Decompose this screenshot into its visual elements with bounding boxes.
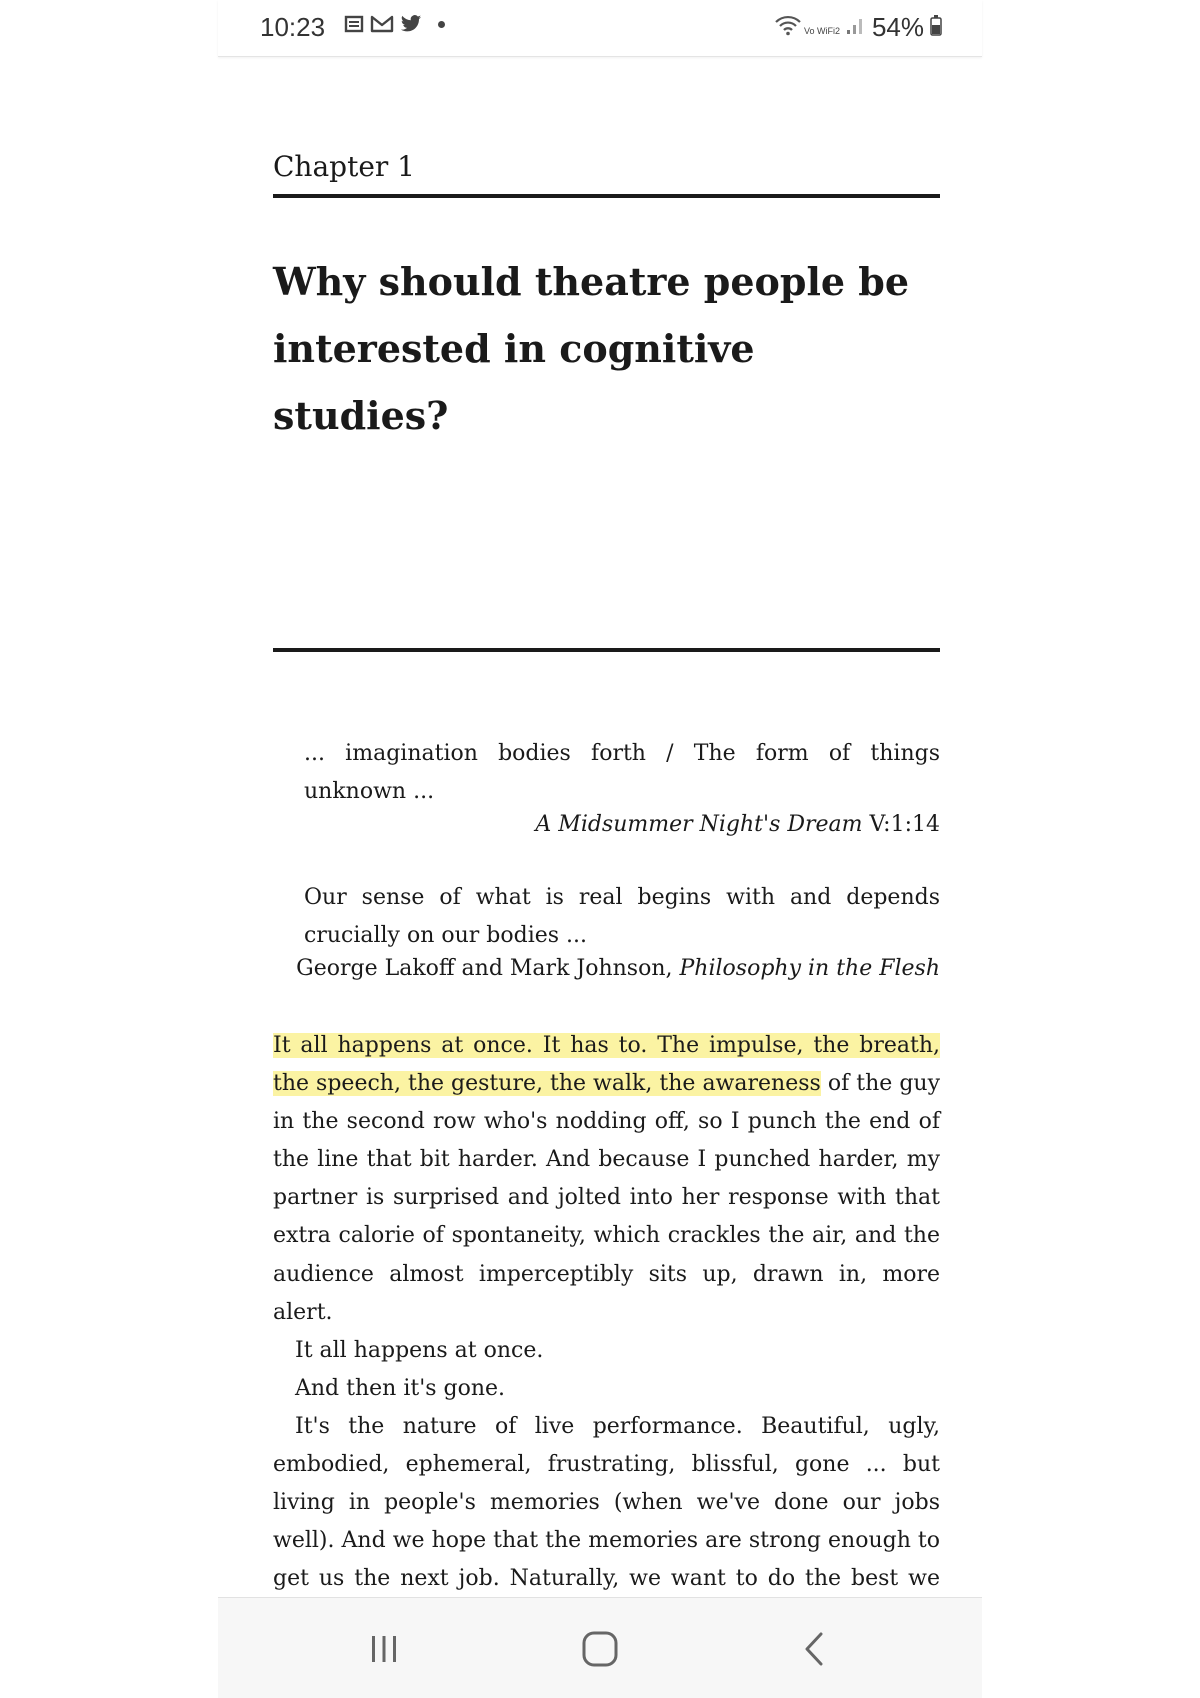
battery-percent: 54%	[871, 12, 924, 42]
epigraph-shakespeare-citation	[535, 812, 940, 837]
citation-title: A Midsummer Night's Dream	[535, 812, 863, 837]
citation-author: George Lakoff and Mark Johnson,	[296, 956, 680, 981]
chapter-rule-bottom	[273, 648, 940, 652]
vowifi-label: Vo WiFi2	[803, 26, 840, 36]
body-paragraph: It all happens at once.	[295, 1337, 544, 1363]
news-icon	[344, 14, 364, 34]
navigation-bar	[218, 1597, 982, 1698]
signal-icon	[846, 14, 866, 41]
status-time: 10:23	[260, 12, 326, 42]
epigraph-shakespeare-text: ... imagination bodies forth / The form of things unknown ...	[304, 741, 940, 804]
body-paragraph: And then it's gone.	[295, 1375, 506, 1401]
home-icon	[581, 1630, 619, 1668]
home-button[interactable]	[570, 1624, 630, 1674]
paragraph-text: of the guy in the second row who's nodding off, so I punch the end of the line that bit harder. And because I punched harder, my partner is surprised and jolted into her response with that extra calorie of spontaneity, which crackles the air, and the audience almost imperceptibly sits up, drawn in, more alert.	[273, 1071, 941, 1325]
citation-title: Philosophy in the Flesh	[679, 956, 940, 981]
citation-ref: V:1:14	[862, 812, 940, 837]
body-paragraph	[273, 1027, 940, 1332]
highlighted-passage[interactable]: It all happens at once. It has to. The impulse, the breath, the speech, the gesture, the walk, the awareness	[273, 1033, 940, 1097]
system-indicators	[774, 12, 942, 43]
recent-apps-button[interactable]	[354, 1624, 414, 1674]
phone-screen	[218, 0, 982, 1698]
recent-apps-icon	[367, 1632, 401, 1666]
gmail-icon	[370, 14, 394, 34]
more-notifications-dot	[438, 21, 445, 28]
body-paragraph: It's the nature of live performance. Beautiful, ugly, embodied, ephemeral, frustrating, blissful, gone ... but living in people's memories (when we've done our jobs well). And we hope that the memories are strong enough to get us the next job. Naturally, we want to do the best we	[273, 1413, 940, 1592]
status-bar	[218, 0, 982, 57]
battery-icon	[930, 14, 942, 41]
chapter-label: Chapter 1	[273, 150, 415, 183]
chapter-rule-top	[273, 194, 940, 198]
epigraph-lakoff-citation	[296, 956, 940, 981]
back-button[interactable]	[784, 1624, 844, 1674]
back-icon	[799, 1630, 829, 1668]
chapter-title: Why should theatre people be interested in cognitive studies?	[273, 259, 910, 438]
chapter-body	[273, 1027, 940, 1675]
twitter-icon	[400, 14, 422, 34]
notification-icons	[344, 14, 445, 34]
wifi-icon	[774, 14, 802, 41]
epigraph-lakoff-text: Our sense of what is real begins with and depends crucially on our bodies ...	[304, 885, 940, 948]
